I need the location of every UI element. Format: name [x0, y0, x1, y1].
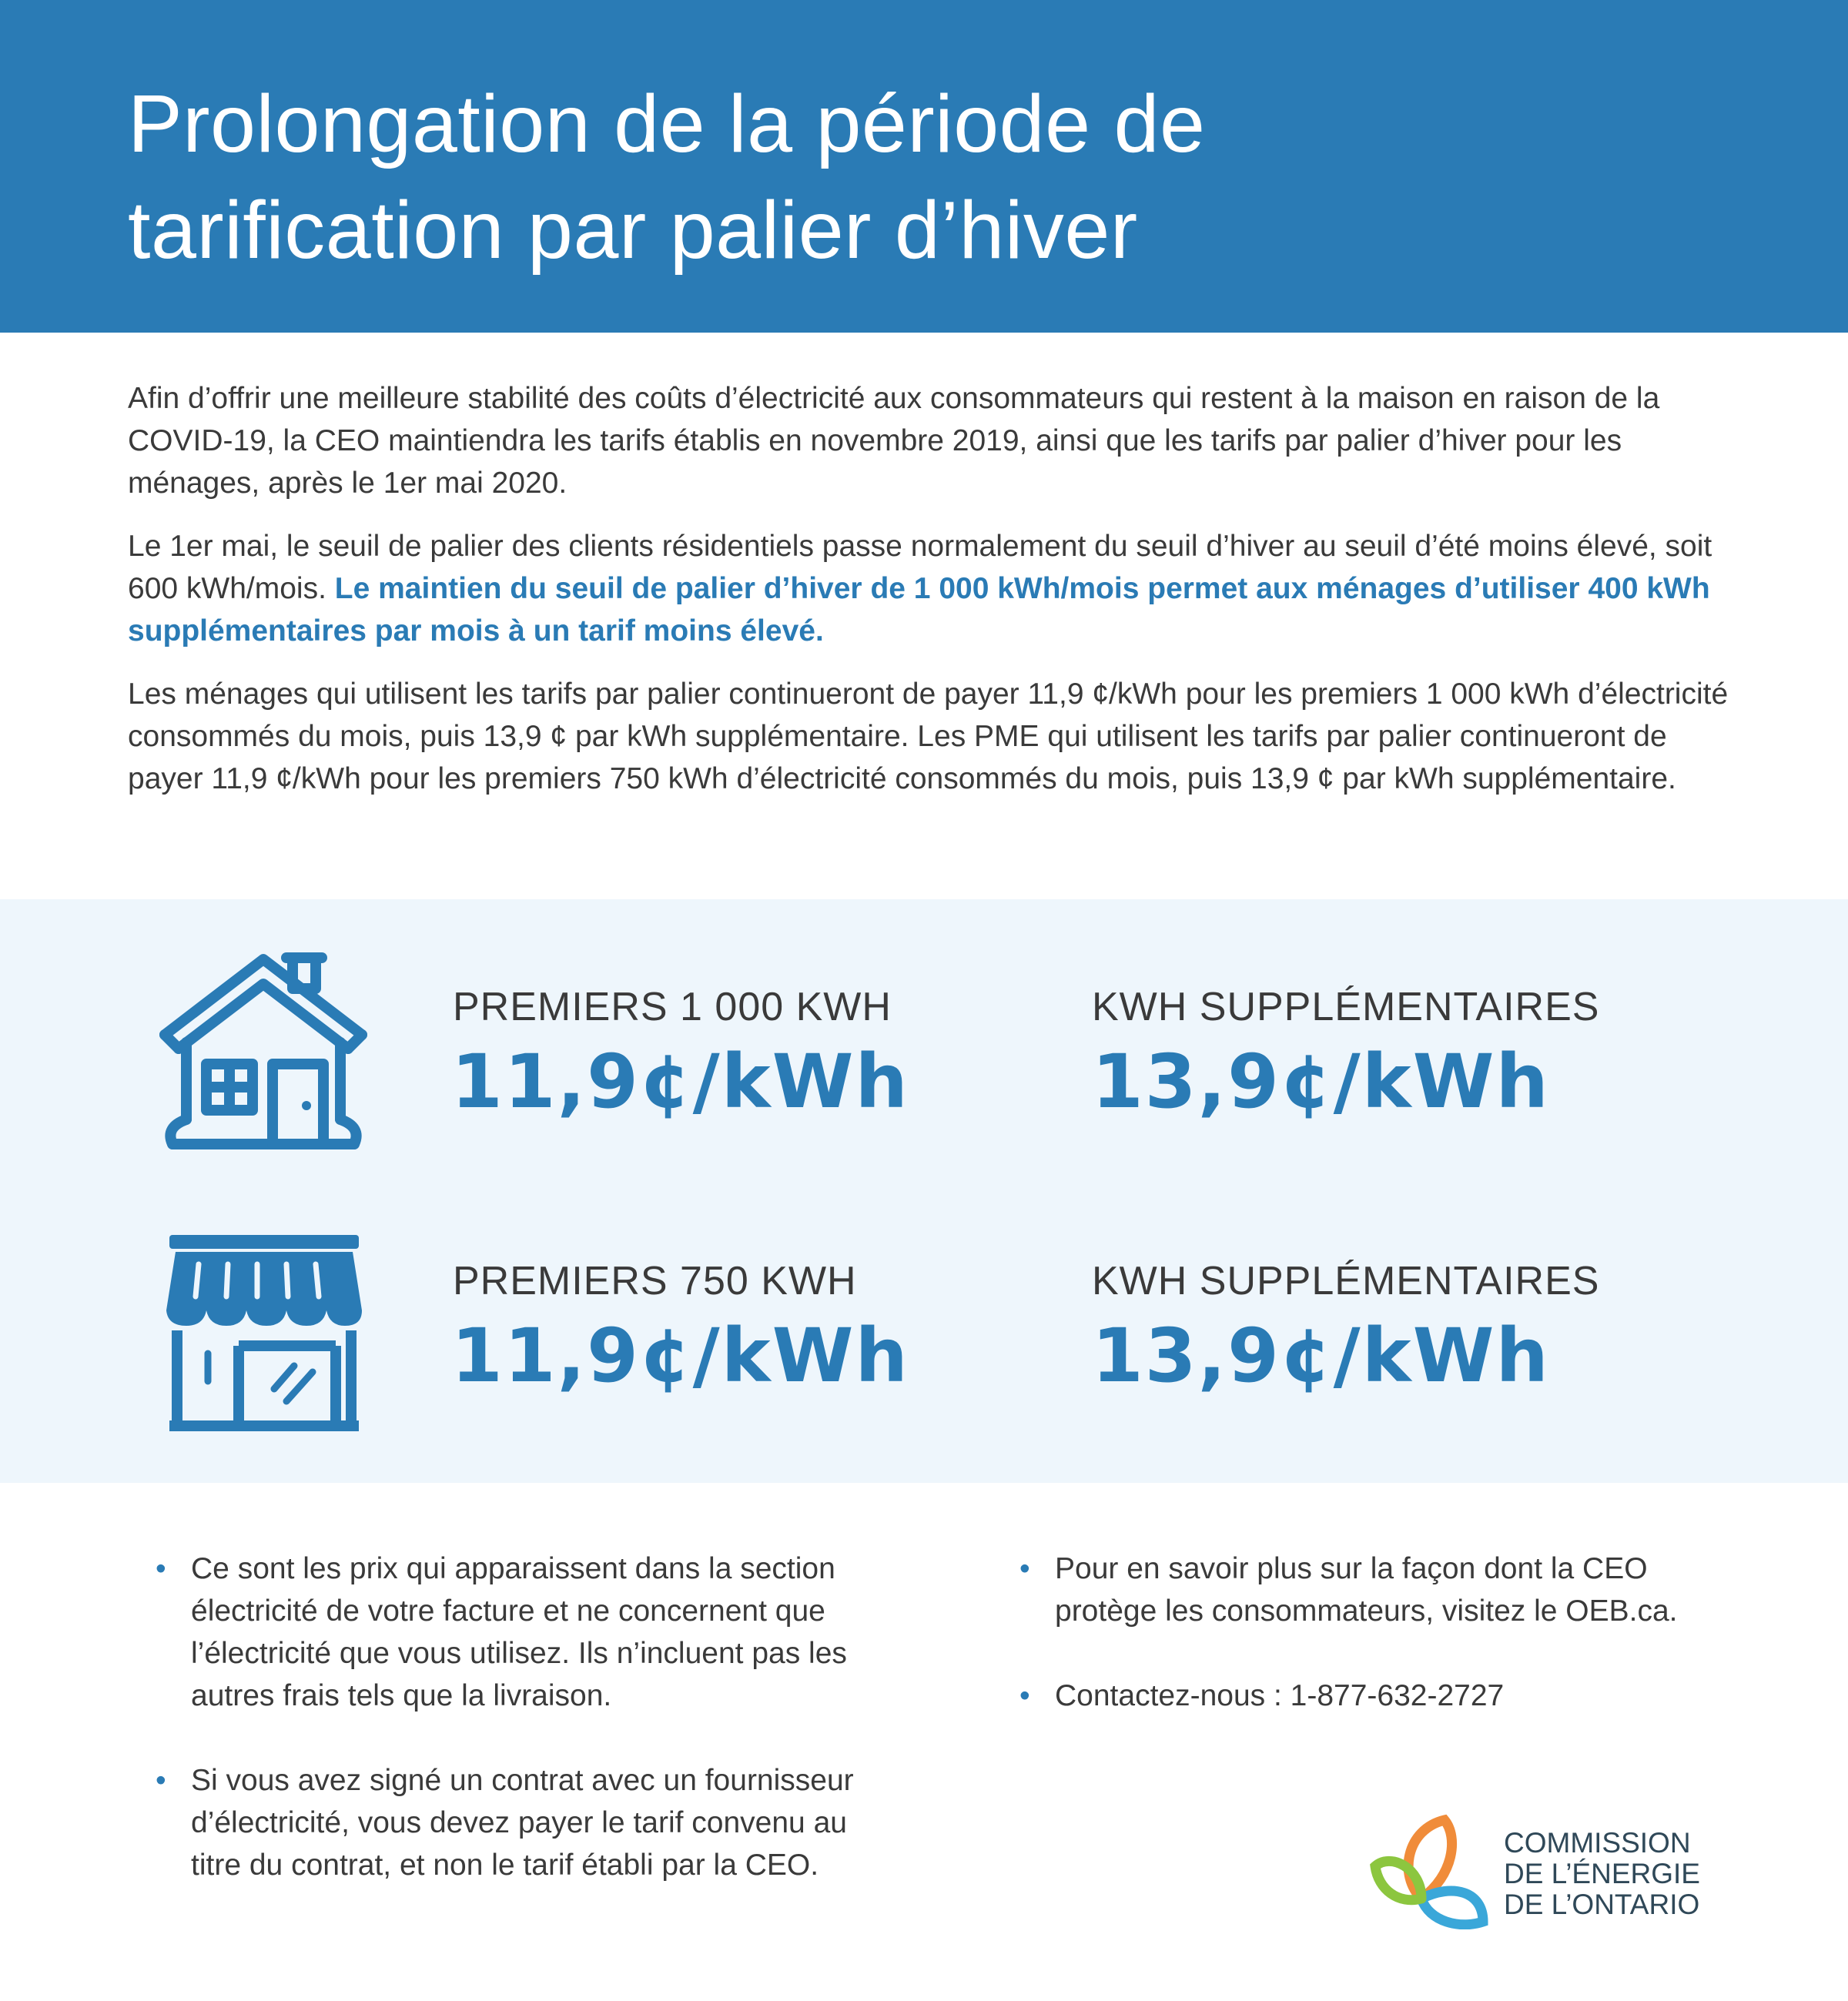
note-text: Pour en savoir plus sur la façon dont la CEO protège les consommateurs, visitez le OEB.ca. — [1055, 1552, 1678, 1628]
oeb-logo — [1368, 1806, 1722, 1929]
bullet: • — [156, 1552, 166, 1585]
residential-tier2-label: KWH SUPPLÉMENTAIRES — [1092, 985, 1600, 1029]
note-item — [148, 1759, 902, 1886]
residential-tier1-value: 11,9¢/kWh — [451, 1039, 909, 1125]
intro-paragraph-1: Afin d’offrir une meilleure stabilité des coûts d’électricité aux consommateurs qui restent à la maison en raison de la COVID-19, la CEO maintiendra les tarifs établis en novembre 2019, ainsi que les tarifs par palier d’hiver pour les ménages, après le 1er mai 2020. — [128, 382, 1660, 500]
rates-panel — [0, 899, 1848, 1483]
notes-left — [148, 1548, 902, 1929]
bullet: • — [1019, 1679, 1030, 1712]
logo-line-3: DE L’ONTARIO — [1504, 1889, 1700, 1920]
note-item — [1012, 1675, 1705, 1717]
page-title-line-1: Prolongation de la période de — [128, 79, 1206, 169]
logo-line-2: DE L’ÉNERGIE — [1504, 1858, 1700, 1889]
oeb-logo-mark-icon — [1368, 1806, 1498, 1929]
page-title — [128, 71, 1205, 283]
note-text: Si vous avez signé un contrat avec un fournisseur d’électricité, vous devez payer le tarif convenu au titre du contrat, et non le tarif établi par la CEO. — [191, 1764, 854, 1882]
residential-tier2-value: 13,9¢/kWh — [1092, 1039, 1550, 1125]
business-tier2-value: 13,9¢/kWh — [1092, 1313, 1550, 1399]
page-title-line-2: tarification par palier d’hiver — [128, 185, 1138, 276]
intro-paragraph-2-text: Le 1er mai, le seuil de palier des clients résidentiels passe normalement du seuil d’hiver au seuil d’été moins élevé, soit 600 kWh/mois. — [128, 530, 1712, 605]
business-tier2-label: KWH SUPPLÉMENTAIRES — [1092, 1259, 1600, 1303]
house-icon — [157, 952, 370, 1152]
note-item — [148, 1548, 902, 1717]
oeb-logo-text — [1504, 1828, 1700, 1920]
contact-text: Contactez-nous : 1-877-632-2727 — [1055, 1679, 1505, 1712]
business-tier1-value: 11,9¢/kWh — [451, 1313, 909, 1399]
note-text: Ce sont les prix qui apparaissent dans la section électricité de votre facture et ne concernent que l’électricité que vous utilisez. Ils n’incluent pas les autres frais tels que la livraison. — [191, 1552, 847, 1712]
intro-paragraph-2 — [128, 525, 1729, 652]
bullet: • — [1019, 1552, 1030, 1585]
residential-tier1-label: PREMIERS 1 000 KWH — [453, 985, 892, 1029]
header-banner — [0, 0, 1848, 333]
note-item — [1012, 1548, 1705, 1632]
storefront-icon — [162, 1230, 367, 1432]
bullet: • — [156, 1764, 166, 1797]
intro-text — [128, 377, 1729, 821]
intro-paragraph-2-highlight: Le maintien du seuil de palier d’hiver de 1 000 kWh/mois permet aux ménages d’utiliser 400 kWh supplémentaires par mois à un tarif moins élevé. — [128, 572, 1710, 647]
logo-line-1: COMMISSION — [1504, 1827, 1691, 1859]
notes-right — [1012, 1548, 1705, 1759]
business-tier1-label: PREMIERS 750 KWH — [453, 1259, 857, 1303]
intro-paragraph-3: Les ménages qui utilisent les tarifs par palier continueront de payer 11,9 ¢/kWh pour les premiers 1 000 kWh d’électricité consommés du mois, puis 13,9 ¢ par kWh supplémentaire. Les PME qui utilisent les tarifs par palier continueront de payer 11,9 ¢/kWh pour les premiers 750 kWh d’électricité consommés du mois, puis 13,9 ¢ par kWh supplémentaire. — [128, 678, 1729, 795]
